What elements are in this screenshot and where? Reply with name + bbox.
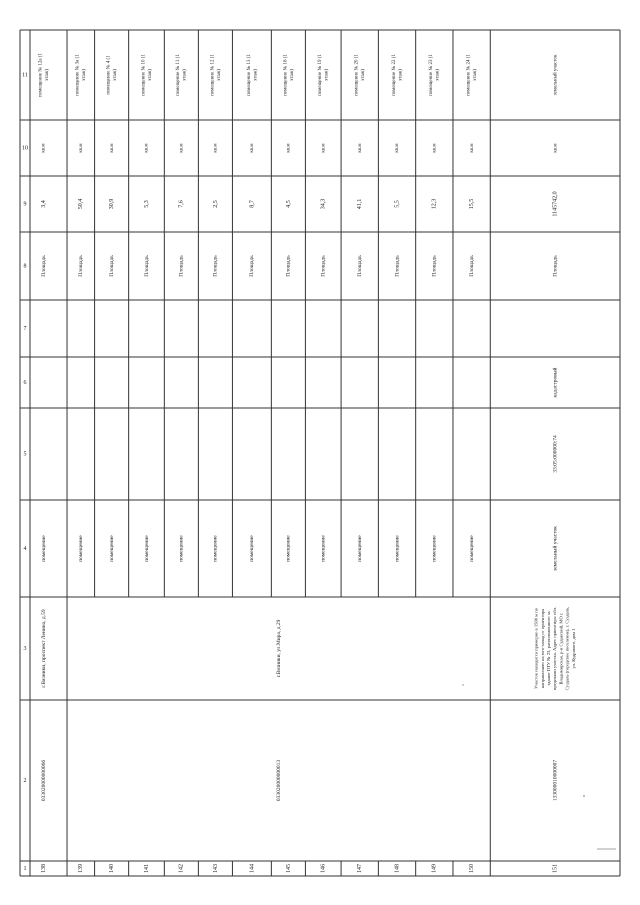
unit: кв.м: [321, 143, 327, 153]
object-name: помещение № 13 (1: [246, 54, 252, 96]
parameter-value: 4,5: [285, 200, 292, 208]
column-number: 5: [23, 451, 27, 458]
row-number: 146: [320, 864, 327, 873]
parameter-name: Площадь: [143, 255, 150, 277]
column-number: 9: [23, 201, 27, 208]
object-address: здание ПТУ № 23, расположенного за: [545, 611, 551, 686]
column-number: 11: [22, 72, 28, 79]
unit: кв.м: [78, 143, 84, 153]
object-type: помещение: [178, 535, 185, 562]
object-name: помещение № 19 (1: [318, 54, 324, 96]
registry-code: 033020000000013: [275, 759, 282, 802]
parameter-name: Площадь: [356, 255, 363, 277]
column-number: 8: [23, 263, 27, 270]
object-name: этаж): [44, 69, 50, 81]
unit: кв.м: [469, 143, 475, 153]
cadastral-number: 33:05:000000:74: [552, 435, 559, 473]
object-name: помещение № 23 (1: [429, 54, 435, 96]
object-type: помещение: [431, 535, 438, 562]
cadastral-type: кадастровый: [552, 367, 559, 398]
parameter-value: 8,7: [249, 200, 256, 208]
object-type: земельный участок: [552, 526, 559, 571]
object-name: помещение № 22 (1: [391, 54, 397, 96]
object-type: помещение: [394, 535, 401, 562]
parameter-name: Площадь: [468, 255, 475, 277]
object-name: помещение № 3а (1: [75, 54, 81, 96]
object-address: направлению на юго-запад от ориентира: [539, 608, 545, 689]
parameter-name: Площадь: [431, 255, 438, 277]
object-type: помещение: [468, 535, 475, 562]
row-number: 149: [431, 864, 438, 873]
object-type: помещение: [40, 535, 47, 562]
object-type: помещение: [108, 535, 115, 562]
unit: кв.м: [250, 143, 256, 153]
scan-speck: [583, 795, 585, 797]
unit: кв.м: [395, 143, 401, 153]
unit: кв.м: [179, 143, 185, 153]
parameter-name: Площадь: [285, 255, 292, 277]
registry-code: 133000010000007: [552, 759, 559, 802]
object-type: помещение: [78, 535, 85, 562]
object-type: помещение: [249, 535, 256, 562]
object-name: помещение № 20 (1: [354, 54, 360, 96]
column-number: 10: [22, 145, 28, 152]
row-number: 141: [143, 864, 150, 873]
column-number: 7: [23, 325, 27, 332]
row-number: 150: [468, 864, 475, 873]
unit: кв.м: [213, 143, 219, 153]
object-type: помещение: [212, 535, 219, 562]
object-type: помещение: [356, 535, 363, 562]
parameter-value: 50,4: [78, 198, 85, 210]
object-name: помещение № 10 (1: [141, 54, 147, 96]
scan-speck: [462, 684, 463, 685]
object-type: помещение: [143, 535, 150, 562]
row-number: 148: [394, 864, 401, 873]
parameter-name: Площадь: [108, 255, 115, 277]
object-address: ул. Кудрявого, дом 1: [570, 628, 576, 669]
column-number: 6: [23, 379, 27, 386]
row-number: 140: [108, 864, 115, 873]
parameter-value: 5,5: [394, 200, 401, 208]
parameter-value: 15,5: [468, 198, 475, 210]
object-name: этаж): [216, 69, 222, 81]
object-name: этаж): [435, 69, 441, 81]
row-number: 151: [552, 864, 559, 873]
object-address: г.Вязники, ул.Мира, д.29: [275, 619, 282, 678]
object-name: этаж): [113, 69, 119, 81]
parameter-value: 2,5: [212, 200, 219, 208]
parameter-value: 34,3: [320, 198, 327, 210]
parameter-value: 5,3: [143, 200, 150, 208]
unit: кв.м: [144, 143, 150, 153]
parameter-name: Площадь: [394, 255, 401, 277]
object-name: помещение № 16 (1: [283, 54, 289, 96]
column-number: 1: [23, 865, 27, 872]
object-name: этаж): [182, 69, 188, 81]
object-address: пределами участка. Адрес ориентира: обл.: [552, 606, 558, 691]
object-type: помещение: [320, 535, 327, 562]
object-name: помещение № 12а (1: [38, 52, 44, 98]
object-name: этаж): [289, 69, 295, 81]
parameter-value: 41,1: [357, 198, 364, 210]
column-number: 3: [23, 645, 27, 652]
object-name: этаж): [361, 69, 367, 81]
parameter-value: 30,9: [108, 198, 115, 210]
parameter-value: 1145742,0: [552, 191, 559, 217]
object-name: этаж): [398, 69, 404, 81]
object-name: помещение № 12 (1: [210, 54, 216, 96]
object-name: этаж): [82, 69, 88, 81]
unit: кв.м: [109, 143, 115, 153]
object-name: этаж): [324, 69, 330, 81]
object-address: г.Вязники, проспект Ленина, д.59: [40, 609, 47, 688]
unit: кв.м: [357, 143, 363, 153]
unit: кв.м: [432, 143, 438, 153]
table-grid: [20, 30, 620, 876]
object-address: Суздаль (городское поселение), г. Суздаль,: [564, 606, 570, 691]
parameter-name: Площадь: [320, 255, 327, 277]
row-number: 145: [285, 864, 292, 873]
object-address: Владимирская, р-н Судакский, МО г.: [558, 612, 564, 685]
object-name: этаж): [473, 69, 479, 81]
object-name: этаж): [253, 69, 259, 81]
object-name: помещение № 4 (1: [106, 55, 112, 95]
object-name: земельный участок: [553, 54, 559, 96]
row-number: 139: [78, 864, 85, 873]
object-name: помещение № 11 (1: [176, 54, 182, 96]
parameter-name: Площадь: [78, 255, 85, 277]
unit: кв.м: [553, 143, 559, 153]
unit: кв.м: [286, 143, 292, 153]
parameter-value: 7,6: [178, 200, 185, 208]
parameter-name: Площадь: [40, 255, 47, 277]
object-name: помещение № 24 (1: [466, 54, 472, 96]
row-number: 144: [249, 864, 256, 873]
parameter-name: Площадь: [249, 255, 256, 277]
parameter-name: Площадь: [212, 255, 219, 277]
row-number: 147: [357, 864, 364, 873]
unit: кв.м: [41, 143, 47, 153]
registry-code: 033020000000066: [40, 759, 47, 802]
parameter-value: 12,3: [431, 198, 438, 210]
object-type: помещение: [285, 535, 292, 562]
parameter-name: Площадь: [552, 255, 559, 277]
row-number: 142: [178, 864, 185, 873]
column-number: 2: [23, 777, 27, 784]
object-name: этаж): [147, 69, 153, 81]
row-number: 138: [40, 864, 47, 873]
object-address: Участок находится примерно в 1500 м по: [533, 607, 539, 690]
column-number: 4: [23, 545, 27, 552]
parameter-name: Площадь: [178, 255, 185, 277]
row-number: 143: [212, 864, 219, 873]
parameter-value: 3,4: [40, 200, 47, 208]
